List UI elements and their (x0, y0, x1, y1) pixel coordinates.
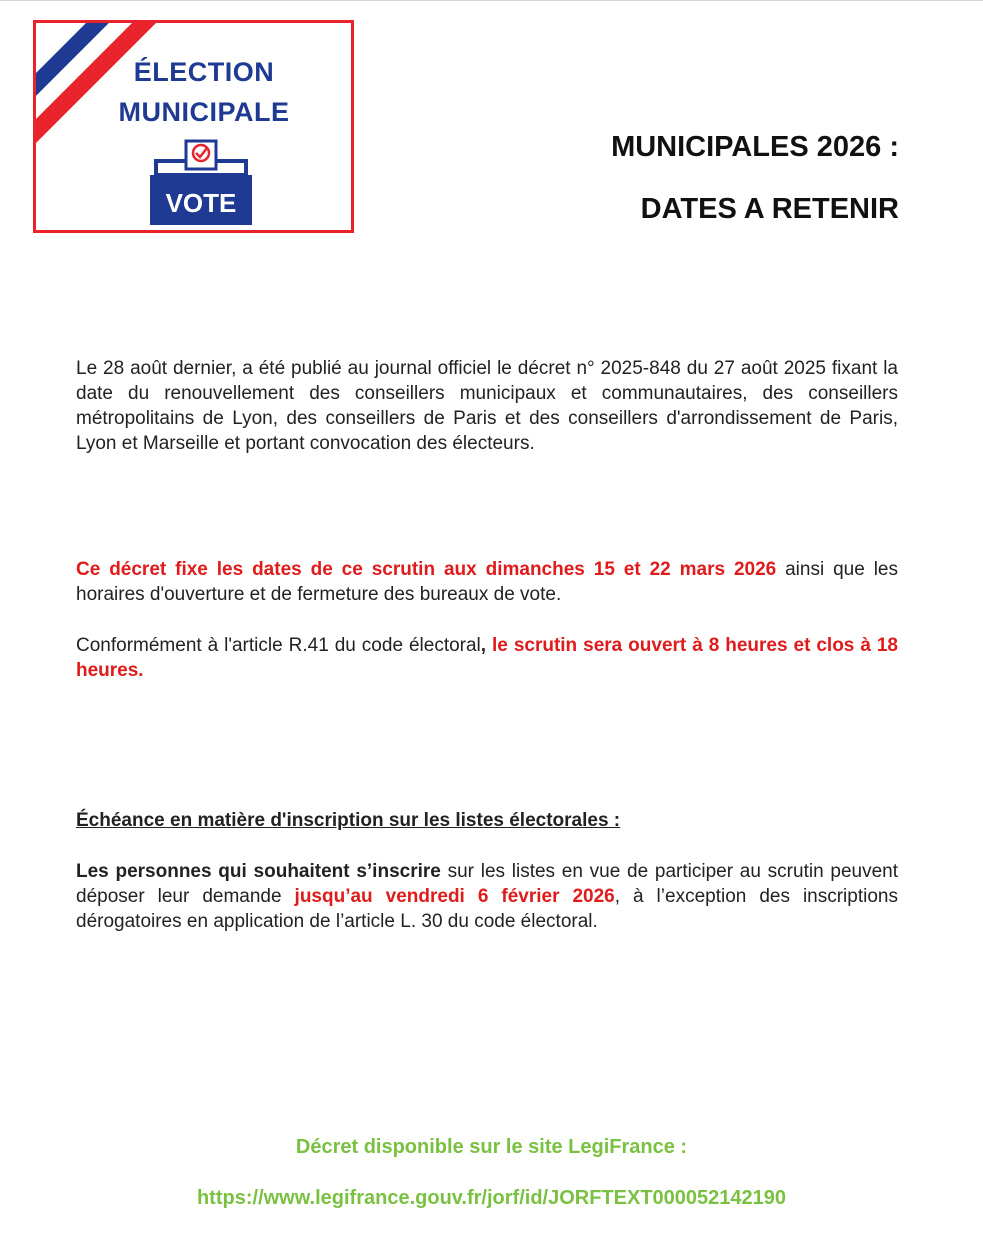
top-divider (0, 0, 983, 1)
registration-mid: sur les listes en vue de participer au scrutin peuvent déposer leur demande (76, 861, 898, 907)
logo-title-line1: ÉLECTION (133, 57, 275, 87)
legifrance-caption: Décret disponible sur le site LegiFrance : (295, 1136, 688, 1158)
dates-highlight: Ce décret fixe les dates de ce scrutin aux dimanches 15 et 22 mars 2026 (76, 559, 777, 580)
dates-rest: ainsi que les horaires d'ouverture et de fermeture des bureaux de vote. (76, 559, 898, 605)
registration-deadline: jusqu’au vendredi 6 février 2026 (294, 886, 615, 907)
hours-intro: Conformément à l'article R.41 du code électoral (76, 635, 481, 656)
tricolor-flag-icon (36, 23, 166, 153)
hours-highlight: le scrutin sera ouvert à 8 heures et clos à 18 heures. (76, 635, 898, 681)
vote-label: VOTE (165, 188, 237, 218)
registration-bold: Les personnes qui souhaitent s’inscrire (76, 861, 441, 882)
headline-line1: MUNICIPALES 2026 : (611, 131, 899, 163)
section-heading-text: Échéance en matière d'inscription sur les listes électorales : (76, 810, 621, 831)
ballot-box-icon (148, 135, 254, 227)
election-logo (33, 20, 354, 233)
legifrance-link[interactable]: https://www.legifrance.gouv.fr/jorf/id/JORFTEXT000052142190 (196, 1187, 787, 1209)
hours-comma: , (480, 635, 487, 656)
headline-line2: DATES A RETENIR (640, 193, 899, 225)
logo-title-line2: MUNICIPALE (118, 97, 290, 127)
registration-end: , à l’exception des inscriptions dérogatoires en application de l’article L. 30 du code électoral. (76, 886, 898, 932)
section-heading (76, 808, 898, 833)
hours-paragraph (76, 633, 898, 683)
intro-paragraph: Le 28 août dernier, a été publié au journal officiel le décret n° 2025-848 du 27 août 2025 fixant la date du renouvellement des conseillers municipaux et communautaires, des conseillers métropolitains de Lyon, des conseillers de Paris et des conseillers d'arrondissement de Paris, Lyon et Marseille et portant convocation des électeurs. (76, 358, 898, 454)
dates-paragraph (76, 557, 898, 607)
registration-paragraph (76, 859, 898, 934)
